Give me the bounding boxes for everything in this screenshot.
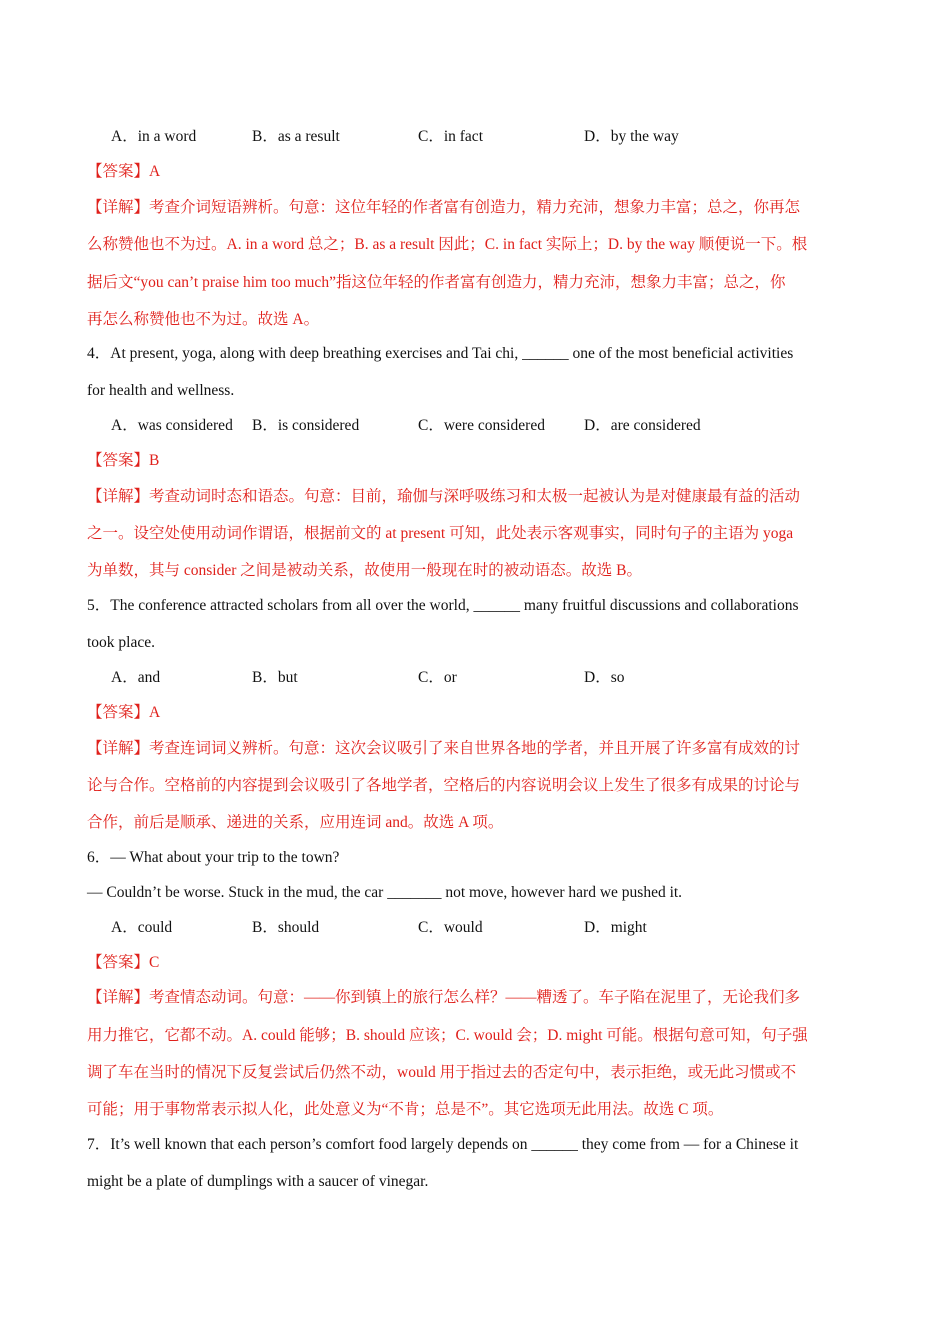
q5-options: [111, 668, 811, 688]
q6-answer: 【答案】C: [87, 954, 160, 971]
option-d: D．are considered: [584, 417, 701, 434]
option-a: A．was considered: [111, 417, 233, 434]
option-d: D．by the way: [584, 128, 679, 145]
option-a: A．could: [111, 919, 173, 936]
option-c: C．in fact: [418, 128, 483, 145]
option-c: C．would: [418, 919, 483, 936]
q5-detail-line: 【详解】考查连词词义辨析。句意：这次会议吸引了来自世界各地的学者，并且开展了许多富有成效的讨: [87, 740, 801, 757]
option-b: B．as a result: [252, 128, 340, 145]
q3-detail-line: 据后文“you can’t praise him too much”指这位年轻的作者富有创造力，精力充沛，想象力丰富；总之，你: [87, 274, 786, 291]
q3-detail-line: 再怎么称赞他也不为过。故选 A。: [87, 311, 320, 328]
option-c: C．were considered: [418, 417, 545, 434]
q6-detail-line: 调了车在当时的情况下反复尝试后仍然不动，would 用于指过去的否定句中，表示拒绝，或无此习惯或不: [87, 1064, 797, 1081]
q6-detail-line: 【详解】考查情态动词。句意：——你到镇上的旅行怎么样？——糟透了。车子陷在泥里了，无论我们多: [87, 989, 801, 1006]
q5-stem-line: took place.: [87, 634, 156, 651]
q4-stem-line: 4．At present, yoga, along with deep breathing exercises and Tai chi, ______ one of the most beneficial activities: [87, 345, 794, 362]
q3-answer: 【答案】A: [87, 163, 161, 180]
q4-detail-line: 为单数，其与 consider 之间是被动关系，故使用一般现在时的被动语态。故选 B。: [87, 562, 642, 579]
q4-detail-line: 之一。设空处使用动词作谓语，根据前文的 at present 可知，此处表示客观事实，同时句子的主语为 yoga: [87, 525, 794, 542]
q5-answer: 【答案】A: [87, 704, 161, 721]
q7-stem-line: 7．It’s well known that each person’s comfort food largely depends on ______ they come from — for a Chinese it: [87, 1136, 799, 1153]
q5-stem-line: 5．The conference attracted scholars from all over the world, ______ many fruitful discussions and collaborations: [87, 597, 799, 614]
option-b: B．should: [252, 919, 320, 936]
q4-options: [111, 416, 811, 436]
q6-stem-line: — Couldn’t be worse. Stuck in the mud, the car _______ not move, however hard we pushed it.: [87, 884, 683, 901]
option-a: A．and: [111, 669, 161, 686]
option-c: C．or: [418, 669, 457, 686]
q7-stem-line: might be a plate of dumplings with a saucer of vinegar.: [87, 1173, 429, 1190]
q6-detail-line: 可能；用于事物常表示拟人化，此处意义为“不肯；总是不”。其它选项无此用法。故选 C 项。: [87, 1101, 724, 1118]
option-d: D．might: [584, 919, 647, 936]
q6-detail-line: 用力推它，它都不动。A. could 能够；B. should 应该；C. would 会；D. might 可能。根据句意可知，句子强: [87, 1027, 808, 1044]
option-a: A．in a word: [111, 128, 197, 145]
q3-detail-line: 么称赞他也不为过。A. in a word 总之；B. as a result 因此；C. in fact 实际上；D. by the way 顺便说一下。根: [87, 236, 808, 253]
option-d: D．so: [584, 669, 625, 686]
q3-options: [111, 127, 811, 147]
q5-detail-line: 合作，前后是顺承、递进的关系，应用连词 and。故选 A 项。: [87, 814, 504, 831]
q4-stem-line: for health and wellness.: [87, 382, 235, 399]
option-b: B．but: [252, 669, 298, 686]
q5-detail-line: 论与合作。空格前的内容提到会议吸引了各地学者，空格后的内容说明会议上发生了很多有成果的讨论与: [87, 777, 801, 794]
q6-options: [111, 918, 811, 938]
q4-detail-line: 【详解】考查动词时态和语态。句意：目前，瑜伽与深呼吸练习和太极一起被认为是对健康最有益的活动: [87, 488, 801, 505]
q3-detail-line: 【详解】考查介词短语辨析。句意：这位年轻的作者富有创造力，精力充沛，想象力丰富；总之，你再怎: [87, 199, 801, 216]
q4-answer: 【答案】B: [87, 452, 160, 469]
option-b: B．is considered: [252, 417, 360, 434]
q6-stem-line: 6．— What about your trip to the town?: [87, 849, 340, 866]
